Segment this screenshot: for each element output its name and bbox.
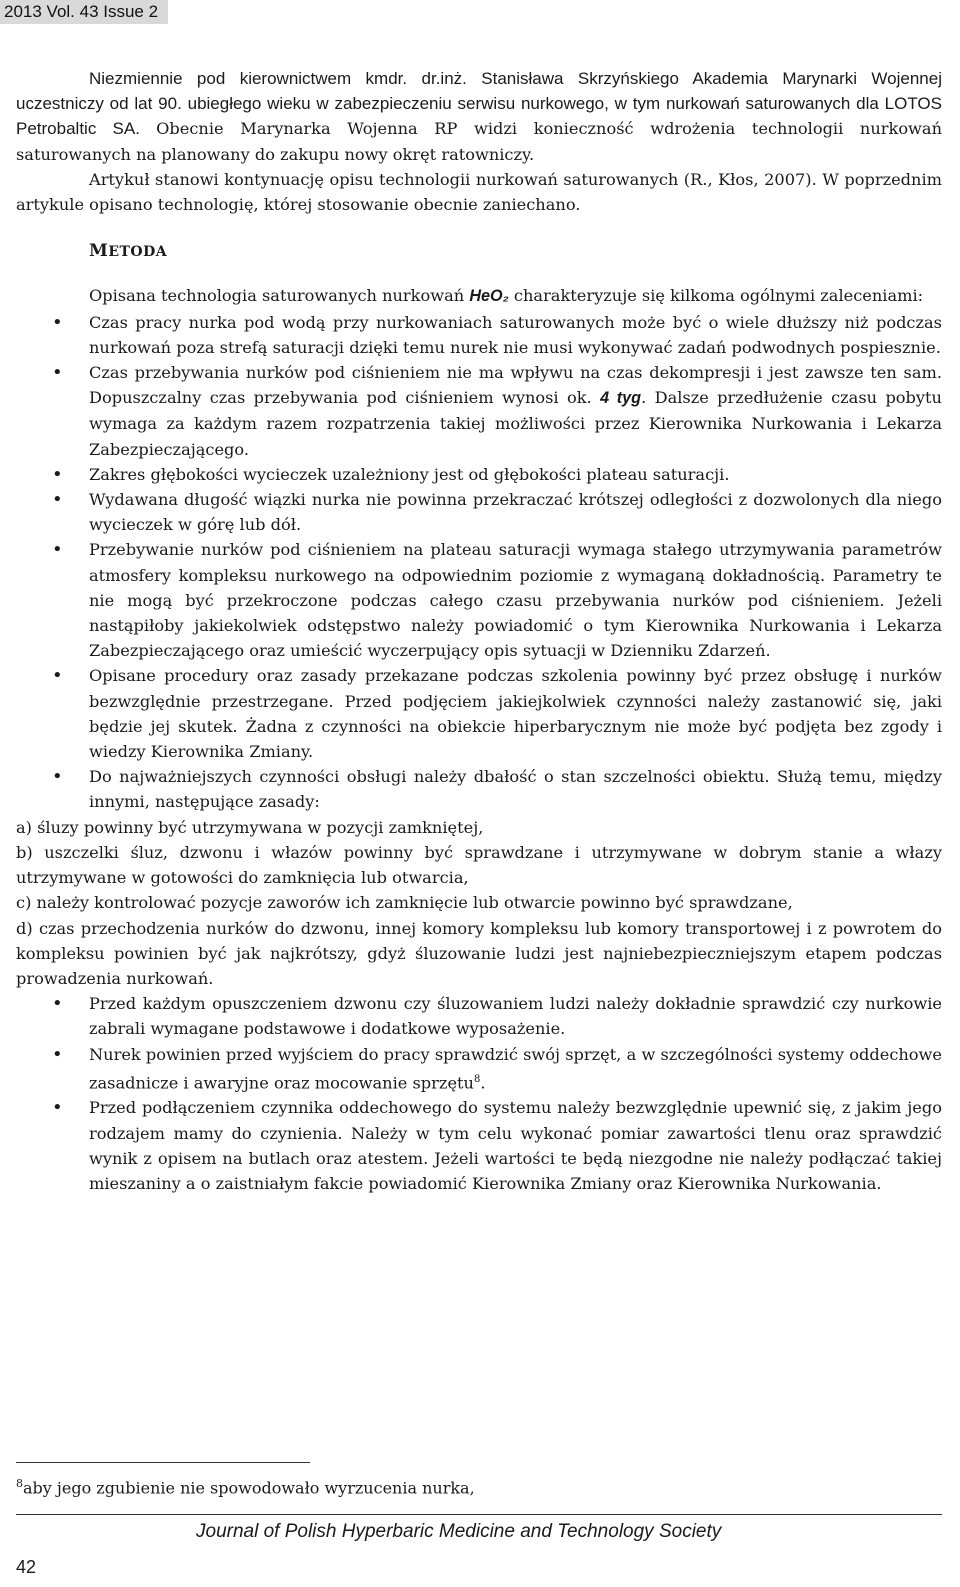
rules-list <box>16 815 942 991</box>
procedures-list <box>16 991 942 1196</box>
intro-sentence-2: Obecnie Marynarka Wojenna RP widzi konieczność wdrożenia technologii nurkowań saturowanych na planowany do zakupu nowy okręt ratowniczy. <box>16 119 942 164</box>
footer-divider <box>16 1514 942 1515</box>
footnote-divider <box>16 1462 310 1463</box>
rule-item: d) czas przechodzenia nurków do dzwonu, innej komory kompleksu lub komory transportowej i z powrotem do kompleksu powinien być jak najkrótszy, gdyż śluzowanie ludzi jest najniebezpieczniejszym etapem podczas prowadzenia nurkowań. <box>16 918 942 988</box>
footnote <box>16 1471 475 1501</box>
time-before: Czas przebywania nurków pod ciśnieniem nie ma wpływu na czas dekompresji i jest zawsze ten sam. Dopuszczalny czas przebywania pod ciśnieniem wynosi ok. <box>89 363 942 408</box>
issue-header: 2013 Vol. 43 Issue 2 <box>0 0 168 24</box>
section-heading <box>89 239 942 265</box>
list-item: • Przed podłączeniem czynnika oddechowego do systemu należy bezwzględnie upewnić się, z jakim jego rodzajem mamy do czynienia. Należy w tym celu wykonać pomiar zawartości tlenu oraz sprawdzić wynik z opisem na butlach oraz atestem. Jeżeli wartości te będą niezgodne nie należy podłączać takiej mieszaniny a o zaistniałym fakcie powiadomić Kierownika Zmiany oraz Kierownika Nurkowania. <box>16 1095 942 1196</box>
lead-after: charakteryzuje się kilkoma ogólnymi zaleceniami: <box>508 286 924 306</box>
page-number: 42 <box>16 1557 37 1577</box>
list-item <box>16 1042 942 1096</box>
rule-item: b) uszczelki śluz, dzwonu i włazów powinny być sprawdzane i utrzymywane w dobrym stanie a włazy utrzymywane w gotowości do zamknięcia lub otwarcia, <box>16 842 942 888</box>
footnote-ref: 8 <box>473 1073 481 1085</box>
rule-item: a) śluzy powinny być utrzymywana w pozycji zamkniętej, <box>16 817 484 837</box>
continuation-paragraph: Artykuł stanowi kontynuację opisu technologii nurkowań saturowanych (R., Kłos, 2007). W poprzednim artykule opisano technologię, której stosowanie obecnie zaniechano. <box>16 169 942 215</box>
rule-item: c) należy kontrolować pozycje zaworów ich zamknięcie lub otwarcie powinno być sprawdzane, <box>16 893 793 913</box>
heliox-formula: HeO₂ <box>469 287 509 306</box>
list-item <box>16 360 942 462</box>
time-after: . Dalsze przedłużenie czasu pobytu wymaga za każdym razem rozpatrzenia takiej możliwości przez Kierownika Nurkowania i Lekarza Zabezpieczającego. <box>89 388 942 459</box>
journal-name: Journal of Polish Hyperbaric Medicine and Technology Society <box>196 1521 722 1542</box>
time-value: 4 tyg <box>600 389 642 408</box>
list-item: • Zakres głębokości wycieczek uzależniony jest od głębokości plateau saturacji. <box>16 462 942 487</box>
lead-paragraph <box>16 283 942 309</box>
heading-initial: M <box>89 241 109 262</box>
list-item: • Przebywanie nurków pod ciśnieniem na plateau saturacji wymaga stałego utrzymywania parametrów atmosfery kompleksu nurkowego na odpowiednim poziomie z wymaganą dokładnością. Parametry te nie mogą być przekroczone podczas całego czasu przebywania nurków pod ciśnieniem. Jeżeli nastąpiłoby jakiekolwiek odstępstwo należy powiadomić o tym Kierownika Nurkowania i Lekarza Zabezpieczającego oraz umieścić wyczerpujący opis sytuacji w Dzienniku Zdarzeń. <box>16 537 942 663</box>
list-item: • Czas pracy nurka pod wodą przy nurkowaniach saturowanych może być o wiele dłuższy niż podczas nurkowań poza strefą saturacji dzięki temu nurek nie musi wykonywać zadań podwodnych pospiesznie. <box>16 310 942 360</box>
list-item: • Opisane procedury oraz zasady przekazane podczas szkolenia powinny być przez obsługę i nurków bezwzględnie przestrzegane. Przed podjęciem jakiejkolwiek czynności należy zastanowić się, jaki będzie jej skutek. Żadna z czynności na obiekcie hiperbarycznym nie może być podjęta bez zgody i wiedzy Kierownika Zmiany. <box>16 663 942 764</box>
list-item: • Wydawana długość wiązki nurka nie powinna przekraczać krótszej odległości z dozwolonych dla niego wycieczek w górę lub dół. <box>16 487 942 537</box>
intro-paragraph <box>16 66 942 167</box>
article-body <box>16 66 942 1196</box>
list-item: • Przed każdym opuszczeniem dzwonu czy śluzowaniem ludzi należy dokładnie sprawdzić czy nurkowie zabrali wymagane podstawowe i dodatkowe wyposażenie. <box>16 991 942 1041</box>
footnote-mark: 8 <box>16 1477 23 1490</box>
lead-before: Opisana technologia saturowanych nurkowań <box>89 286 470 306</box>
heading-rest: ETODA <box>108 244 168 261</box>
recommendations-list <box>16 310 942 815</box>
intro-sentence-1: Niezmiennie pod kierownictwem kmdr. dr.inż. Stanisława Skrzyńskiego Akademia Marynarki Wojennej uczestniczy od lat 90. ubiegłego wieku w zabezpieczeniu serwisu nurkowego, w tym nurkowań saturowanych dla LOTOS Petrobaltic SA. <box>16 69 942 139</box>
gear-text: Nurek powinien przed wyjściem do pracy sprawdzić swój sprzęt, a w szczególności systemy oddechowe zasadnicze i awaryjne oraz mocowanie sprzętu <box>89 1044 942 1093</box>
footnote-text: aby jego zgubienie nie spowodowało wyrzucenia nurka, <box>23 1478 475 1498</box>
list-item: • Do najważniejszych czynności obsługi należy dbałość o stan szczelności obiektu. Służą temu, między innymi, następujące zasady: <box>16 764 942 814</box>
gear-end: . <box>480 1073 486 1093</box>
